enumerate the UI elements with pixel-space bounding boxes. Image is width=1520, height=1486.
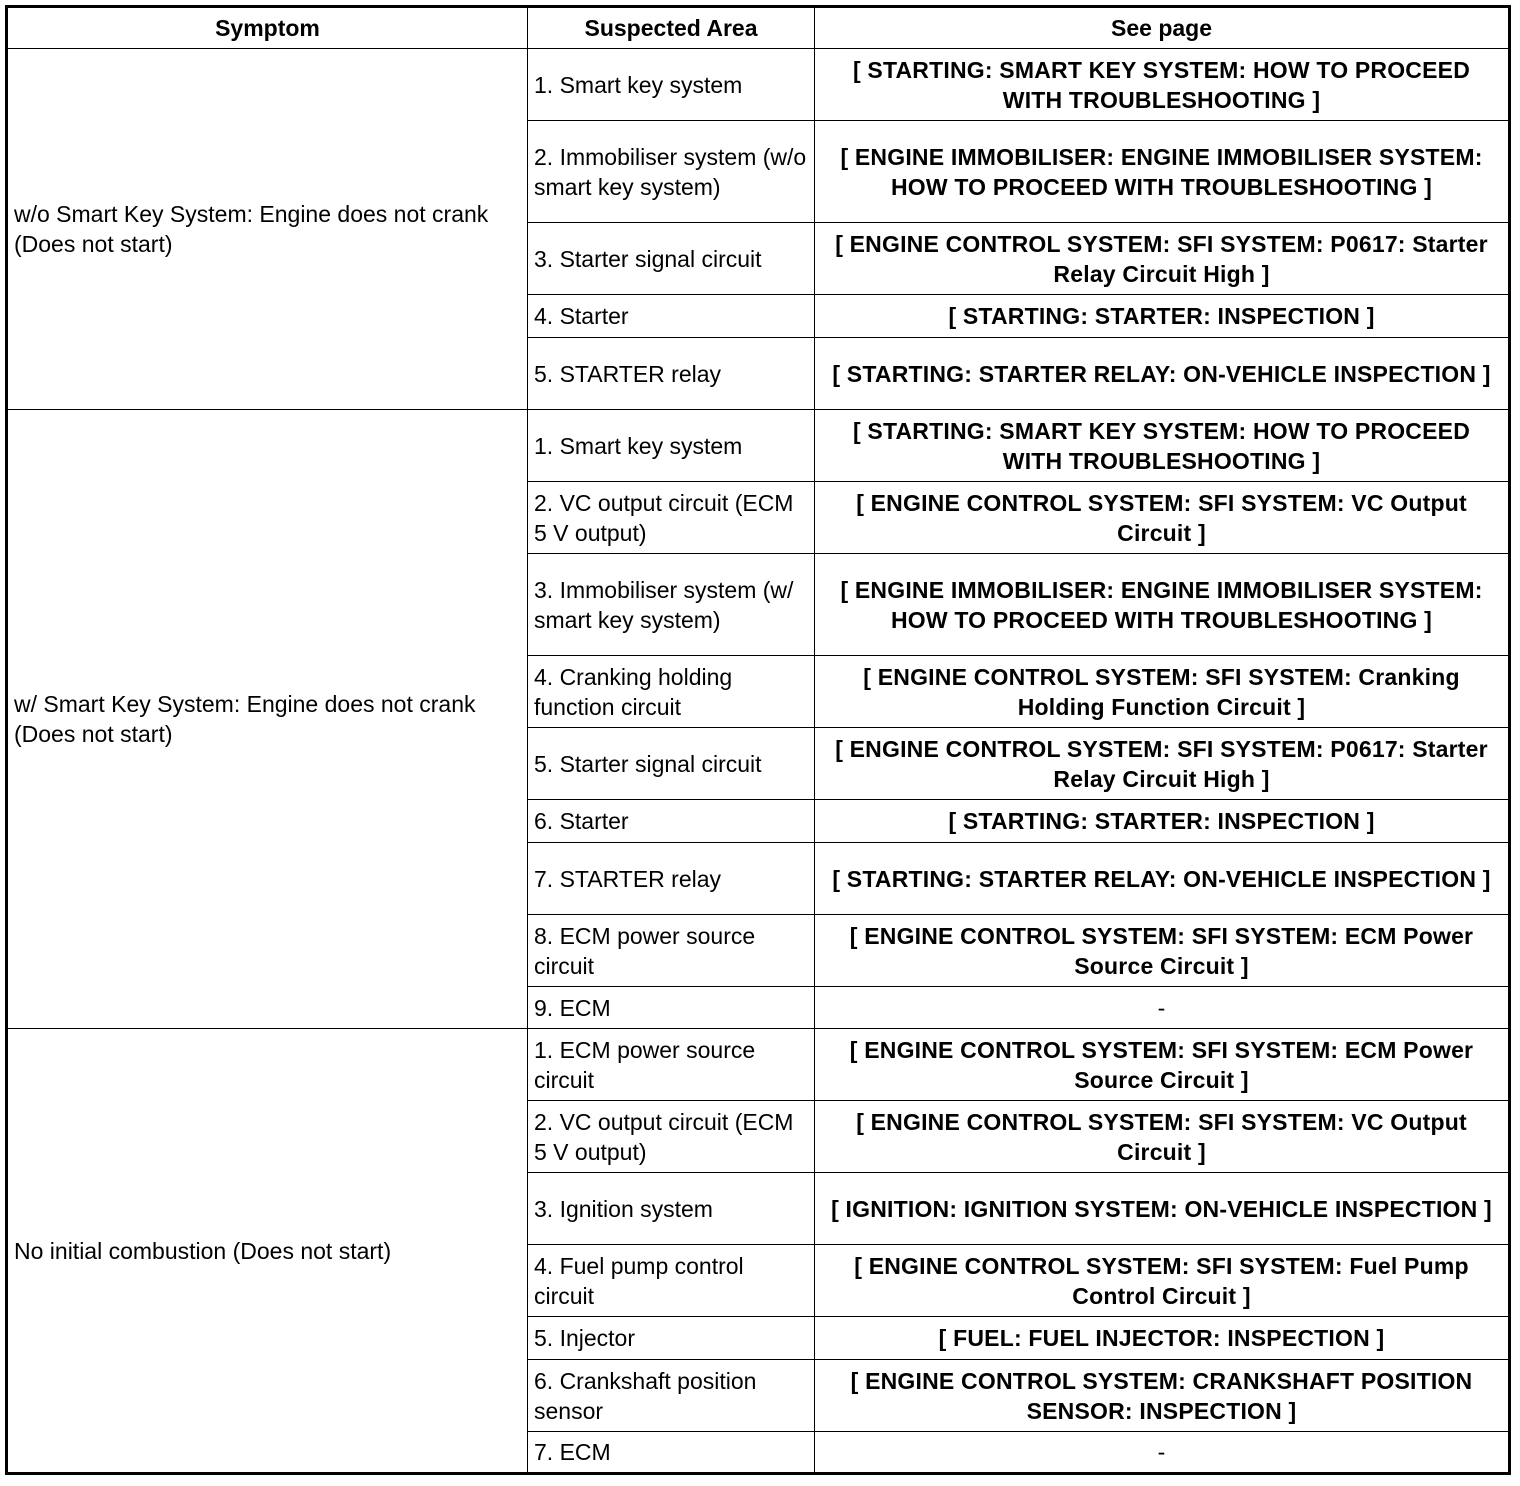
suspected-area-cell: 1. ECM power source circuit xyxy=(528,1029,815,1101)
suspected-area-cell: 7. ECM xyxy=(528,1432,815,1474)
header-symptom: Symptom xyxy=(7,7,528,49)
see-page-link[interactable]: [ ENGINE CONTROL SYSTEM: SFI SYSTEM: P0617: Starter Relay Circuit High ] xyxy=(815,728,1510,800)
see-page-link[interactable]: [ ENGINE CONTROL SYSTEM: SFI SYSTEM: Fuel Pump Control Circuit ] xyxy=(815,1245,1510,1317)
see-page-link[interactable]: [ ENGINE CONTROL SYSTEM: SFI SYSTEM: VC Output Circuit ] xyxy=(815,482,1510,554)
suspected-area-cell: 6. Starter xyxy=(528,800,815,843)
see-page-link[interactable]: [ ENGINE CONTROL SYSTEM: SFI SYSTEM: VC Output Circuit ] xyxy=(815,1101,1510,1173)
suspected-area-cell: 4. Cranking holding function circuit xyxy=(528,656,815,728)
suspected-area-cell: 2. Immobiliser system (w/o smart key system) xyxy=(528,121,815,223)
see-page-empty: - xyxy=(815,987,1510,1029)
header-row xyxy=(7,7,1510,49)
symptom-cell: w/ Smart Key System: Engine does not crank (Does not start) xyxy=(7,410,528,1029)
see-page-link[interactable]: [ IGNITION: IGNITION SYSTEM: ON-VEHICLE INSPECTION ] xyxy=(815,1173,1510,1245)
see-page-link[interactable]: [ ENGINE CONTROL SYSTEM: SFI SYSTEM: P0617: Starter Relay Circuit High ] xyxy=(815,223,1510,295)
table-row xyxy=(7,49,1510,121)
see-page-link[interactable]: [ FUEL: FUEL INJECTOR: INSPECTION ] xyxy=(815,1317,1510,1360)
see-page-link[interactable]: [ STARTING: STARTER RELAY: ON-VEHICLE INSPECTION ] xyxy=(815,843,1510,915)
header-see-page: See page xyxy=(815,7,1510,49)
troubleshooting-table xyxy=(5,5,1511,1475)
see-page-link[interactable]: [ STARTING: SMART KEY SYSTEM: HOW TO PROCEED WITH TROUBLESHOOTING ] xyxy=(815,410,1510,482)
see-page-link[interactable]: [ STARTING: STARTER: INSPECTION ] xyxy=(815,295,1510,338)
suspected-area-cell: 8. ECM power source circuit xyxy=(528,915,815,987)
see-page-link[interactable]: [ STARTING: STARTER: INSPECTION ] xyxy=(815,800,1510,843)
see-page-link[interactable]: [ ENGINE CONTROL SYSTEM: SFI SYSTEM: Cranking Holding Function Circuit ] xyxy=(815,656,1510,728)
symptom-cell: No initial combustion (Does not start) xyxy=(7,1029,528,1474)
suspected-area-cell: 2. VC output circuit (ECM 5 V output) xyxy=(528,1101,815,1173)
suspected-area-cell: 9. ECM xyxy=(528,987,815,1029)
suspected-area-cell: 5. STARTER relay xyxy=(528,338,815,410)
suspected-area-cell: 1. Smart key system xyxy=(528,49,815,121)
see-page-link[interactable]: [ STARTING: STARTER RELAY: ON-VEHICLE INSPECTION ] xyxy=(815,338,1510,410)
table-row xyxy=(7,1029,1510,1101)
suspected-area-cell: 4. Starter xyxy=(528,295,815,338)
see-page-link[interactable]: [ ENGINE IMMOBILISER: ENGINE IMMOBILISER SYSTEM: HOW TO PROCEED WITH TROUBLESHOOTING ] xyxy=(815,554,1510,656)
suspected-area-cell: 7. STARTER relay xyxy=(528,843,815,915)
suspected-area-cell: 3. Ignition system xyxy=(528,1173,815,1245)
table-row xyxy=(7,410,1510,482)
see-page-link[interactable]: [ ENGINE CONTROL SYSTEM: SFI SYSTEM: ECM Power Source Circuit ] xyxy=(815,1029,1510,1101)
see-page-link[interactable]: [ ENGINE CONTROL SYSTEM: CRANKSHAFT POSITION SENSOR: INSPECTION ] xyxy=(815,1360,1510,1432)
suspected-area-cell: 2. VC output circuit (ECM 5 V output) xyxy=(528,482,815,554)
suspected-area-cell: 6. Crankshaft position sensor xyxy=(528,1360,815,1432)
header-suspected-area: Suspected Area xyxy=(528,7,815,49)
see-page-link[interactable]: [ ENGINE CONTROL SYSTEM: SFI SYSTEM: ECM Power Source Circuit ] xyxy=(815,915,1510,987)
suspected-area-cell: 5. Injector xyxy=(528,1317,815,1360)
symptom-cell: w/o Smart Key System: Engine does not crank (Does not start) xyxy=(7,49,528,410)
see-page-link[interactable]: [ STARTING: SMART KEY SYSTEM: HOW TO PROCEED WITH TROUBLESHOOTING ] xyxy=(815,49,1510,121)
suspected-area-cell: 1. Smart key system xyxy=(528,410,815,482)
suspected-area-cell: 4. Fuel pump control circuit xyxy=(528,1245,815,1317)
suspected-area-cell: 3. Starter signal circuit xyxy=(528,223,815,295)
see-page-link[interactable]: [ ENGINE IMMOBILISER: ENGINE IMMOBILISER SYSTEM: HOW TO PROCEED WITH TROUBLESHOOTING ] xyxy=(815,121,1510,223)
suspected-area-cell: 5. Starter signal circuit xyxy=(528,728,815,800)
suspected-area-cell: 3. Immobiliser system (w/ smart key system) xyxy=(528,554,815,656)
see-page-empty: - xyxy=(815,1432,1510,1474)
